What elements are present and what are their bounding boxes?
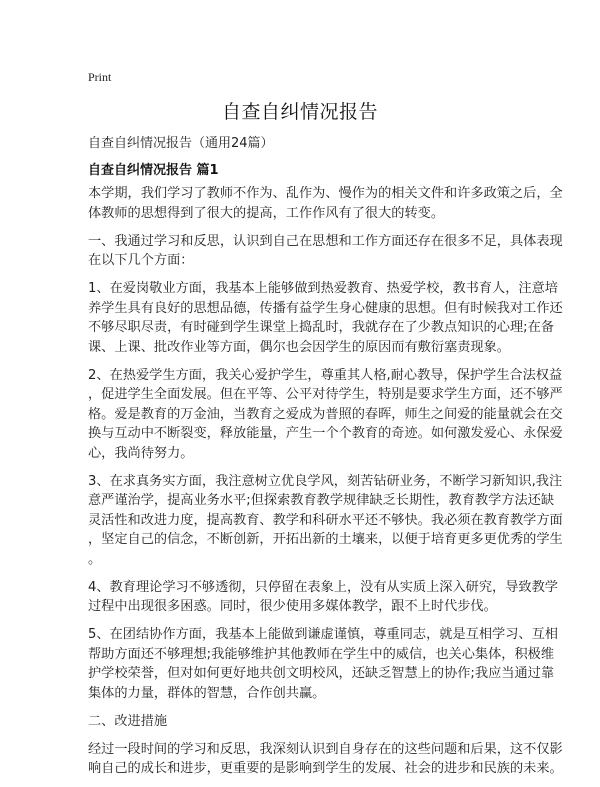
text-line: 集体的力量，群体的智慧，合作创共赢。 xyxy=(88,685,326,701)
paragraph-item-3 xyxy=(88,472,563,570)
text-line: 1、在爱岗敬业方面，我基本上能够做到热爱教育、热爱学校，教书育人，注意培 xyxy=(88,281,558,296)
text-line: 4、教育理论学习不够透彻，只停留在表象上，没有从实质上深入研究，导致教学 xyxy=(88,579,558,595)
text-line: 在以下几个方面： xyxy=(88,253,194,268)
text-line: 5、在团结协作方面，我基本上能做到谦虚谨慎，尊重同志，就是互相学习、互相 xyxy=(88,627,558,642)
text-line: 过程中出现很多困惑。同时，很少使用多媒体教学，跟不上时代步伐。 xyxy=(88,599,497,614)
text-line: 体教师的思想得到了很大的提高，工作作风有了很大的转变。 xyxy=(88,205,445,221)
paragraph-item-1 xyxy=(88,279,563,357)
paragraph-item-2 xyxy=(88,366,563,464)
text-line: 格。爱是教育的万金油，当教育之爱成为普照的春晖，师生之间爱的能量就会在交 xyxy=(88,406,563,422)
text-line: ，促进学生全面发展。但在平等、公平对待学生，特别是要求学生方面，还不够严 xyxy=(88,387,563,402)
text-line: 3、在求真务实方面，我注意树立优良学风，刻苦钻研业务，不断学习新知识,我注 xyxy=(88,473,563,489)
document-subtitle: 自查自纠情况报告（通用24篇） xyxy=(88,136,274,151)
paragraph-item-4 xyxy=(88,578,558,617)
text-line: 养学生具有良好的思想品德，传播有益学生身心健康的思想。但有时候我对工作还 xyxy=(88,300,563,316)
text-line: 灵活性和改进力度，提高教育、教学和科研水平还不够快。我必须在教育教学方面 xyxy=(88,512,563,528)
text-line: 本学期，我们学习了教师不作为、乱作为、慢作为的相关文件和许多政策之后，全 xyxy=(88,186,563,201)
text-line: 心，我尚待努力。 xyxy=(88,445,194,461)
text-line: 不够尽职尽责，有时碰到学生课堂上捣乱时，我就存在了少教点知识的心理;在备 xyxy=(88,320,555,335)
text-line: 换与互动中不断裂变，释放能量，产生一个个教育的奇迹。如何激发爱心、永保爱 xyxy=(88,426,563,441)
document-title: 自查自纠情况报告 xyxy=(221,101,378,123)
section-2-heading xyxy=(88,712,518,732)
text-line: 2、在热爱学生方面，我关心爱护学生，尊重其人格,耐心教导，保护学生合法权益 xyxy=(88,367,563,383)
text-line: 二、改进措施 xyxy=(88,713,168,729)
text-line: ，坚定自己的信念，不断创新，开拓出新的土壤来，以便于培育更多更优秀的学生 xyxy=(88,532,563,547)
section-heading: 自查自纠情况报告 篇1 xyxy=(88,163,219,178)
text-line: 一、我通过学习和反思，认识到自己在思想和工作方面还存在很多不足，具体表现 xyxy=(88,233,563,249)
text-line: 课、上课、批改作业等方面，偶尔也会因学生的原因而有敷衍塞责现象。 xyxy=(88,339,510,355)
paragraph-item-5 xyxy=(88,625,558,703)
text-line: 意严谨治学，提高业务水平;但探索教育教学规律缺乏长期性，教育教学方法还缺 xyxy=(88,493,555,508)
text-line: 经过一段时间的学习和反思，我深刻认识到自身存在的这些问题和后果，这不仅影 xyxy=(88,741,563,757)
text-line: 。 xyxy=(88,551,102,567)
paragraph-intro xyxy=(88,184,563,223)
document-body xyxy=(88,184,563,787)
text-line: 护学校荣誉，但对如何更好地共创文明校风，还缺乏智慧上的协作;我应当通过靠 xyxy=(88,666,555,681)
text-line: 帮助方面还不够理想;我能够维护其他教师在学生中的威信，也关心集体，积极维 xyxy=(88,646,555,662)
text-line: 响自己的成长和进步，更重要的是影响到学生的发展、社会的进步和民族的未来。 xyxy=(88,761,563,776)
paragraph-section-1-intro xyxy=(88,232,563,271)
print-label: Print xyxy=(88,70,112,84)
paragraph-section-2-body xyxy=(88,740,563,779)
